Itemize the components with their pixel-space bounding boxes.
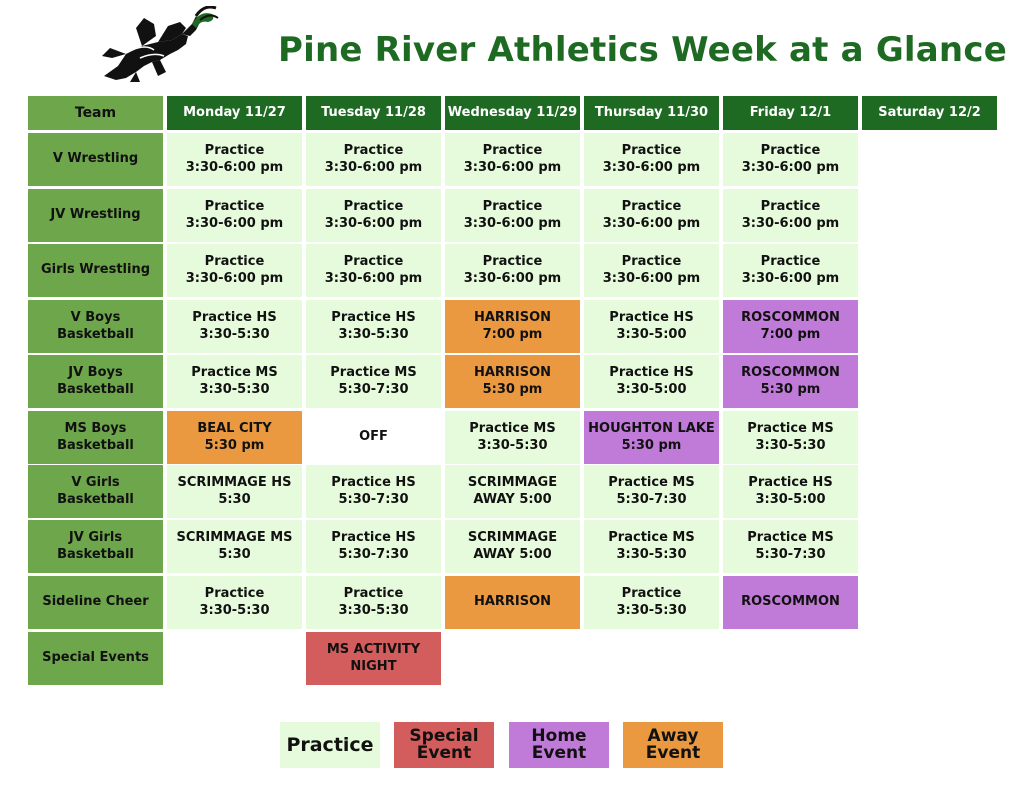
schedule-cell-practice: Practice HS 3:30-5:00 (584, 300, 719, 353)
schedule-cell-away: BEAL CITY 5:30 pm (167, 411, 302, 464)
schedule-cell-practice: Practice 3:30-6:00 pm (167, 244, 302, 297)
schedule-cell-practice: Practice 3:30-6:00 pm (167, 133, 302, 186)
legend-item-home: Home Event (509, 722, 609, 768)
schedule-cell-empty (862, 465, 997, 518)
schedule-cell-empty (862, 576, 997, 629)
team-name: JV Boys Basketball (28, 355, 163, 408)
schedule-cell-practice: Practice 3:30-6:00 pm (445, 244, 580, 297)
schedule-cell-practice: Practice MS 3:30-5:30 (445, 411, 580, 464)
schedule-cell-empty (723, 632, 858, 685)
schedule-cell-empty (862, 189, 997, 242)
schedule-cell-practice: Practice HS 5:30-7:30 (306, 520, 441, 573)
schedule-cell-practice: Practice 3:30-5:30 (167, 576, 302, 629)
schedule-cell-empty (862, 411, 997, 464)
schedule-cell-empty (862, 300, 997, 353)
schedule-cell-home: HOUGHTON LAKE 5:30 pm (584, 411, 719, 464)
schedule-cell-practice: Practice 3:30-6:00 pm (167, 189, 302, 242)
schedule-cell-practice: Practice MS 3:30-5:30 (167, 355, 302, 408)
schedule-cell-practice: Practice MS 3:30-5:30 (723, 411, 858, 464)
schedule-cell-practice: Practice 3:30-6:00 pm (584, 244, 719, 297)
page-title: Pine River Athletics Week at a Glance (278, 30, 1007, 70)
schedule-cell-away: HARRISON (445, 576, 580, 629)
team-name: Girls Wrestling (28, 244, 163, 297)
schedule-cell-practice: Practice 3:30-6:00 pm (584, 133, 719, 186)
schedule-cell-away: HARRISON 7:00 pm (445, 300, 580, 353)
day-column-header: Monday 11/27 (167, 96, 302, 130)
schedule-cell-practice: Practice 3:30-6:00 pm (723, 189, 858, 242)
team-name: Special Events (28, 632, 163, 685)
schedule-cell-practice: SCRIMMAGE AWAY 5:00 (445, 520, 580, 573)
schedule-cell-practice: SCRIMMAGE MS 5:30 (167, 520, 302, 573)
day-column-header: Saturday 12/2 (862, 96, 997, 130)
schedule-cell-empty (862, 355, 997, 408)
day-column-header: Thursday 11/30 (584, 96, 719, 130)
team-name: V Girls Basketball (28, 465, 163, 518)
schedule-cell-practice: Practice 3:30-6:00 pm (306, 133, 441, 186)
schedule-cell-home: ROSCOMMON (723, 576, 858, 629)
schedule-cell-practice: Practice 3:30-6:00 pm (445, 133, 580, 186)
schedule-cell-practice: Practice 3:30-6:00 pm (445, 189, 580, 242)
legend-item-special: Special Event (394, 722, 494, 768)
schedule-cell-practice: Practice HS 3:30-5:30 (167, 300, 302, 353)
team-name: V Wrestling (28, 133, 163, 186)
schedule-cell-practice: Practice 3:30-6:00 pm (723, 244, 858, 297)
schedule-cell-practice: Practice HS 3:30-5:00 (584, 355, 719, 408)
schedule-cell-empty (445, 632, 580, 685)
schedule-cell-practice: Practice 3:30-5:30 (306, 576, 441, 629)
schedule-cell-practice: Practice MS 3:30-5:30 (584, 520, 719, 573)
legend-item-away: Away Event (623, 722, 723, 768)
leaping-ram-logo-icon (96, 6, 220, 84)
schedule-cell-special: MS ACTIVITY NIGHT (306, 632, 441, 685)
team-name: V Boys Basketball (28, 300, 163, 353)
team-name: Sideline Cheer (28, 576, 163, 629)
schedule-cell-empty (862, 244, 997, 297)
schedule-cell-empty (862, 632, 997, 685)
schedule-cell-practice: Practice 3:30-6:00 pm (306, 189, 441, 242)
day-column-header: Friday 12/1 (723, 96, 858, 130)
schedule-cell-away: HARRISON 5:30 pm (445, 355, 580, 408)
schedule-cell-empty (862, 133, 997, 186)
team-name: JV Wrestling (28, 189, 163, 242)
schedule-cell-practice: SCRIMMAGE AWAY 5:00 (445, 465, 580, 518)
team-column-header: Team (28, 96, 163, 130)
team-name: MS Boys Basketball (28, 411, 163, 464)
schedule-cell-practice: Practice MS 5:30-7:30 (723, 520, 858, 573)
day-column-header: Wednesday 11/29 (445, 96, 580, 130)
day-column-header: Tuesday 11/28 (306, 96, 441, 130)
schedule-cell-practice: Practice 3:30-5:30 (584, 576, 719, 629)
schedule-cell-practice: Practice HS 3:30-5:30 (306, 300, 441, 353)
legend-item-practice: Practice (280, 722, 380, 768)
schedule-cell-practice: Practice MS 5:30-7:30 (584, 465, 719, 518)
schedule-cell-practice: Practice MS 5:30-7:30 (306, 355, 441, 408)
schedule-cell-off: OFF (306, 411, 441, 464)
schedule-cell-practice: Practice 3:30-6:00 pm (723, 133, 858, 186)
schedule-cell-practice: SCRIMMAGE HS 5:30 (167, 465, 302, 518)
schedule-cell-empty (167, 632, 302, 685)
schedule-cell-home: ROSCOMMON 5:30 pm (723, 355, 858, 408)
team-name: JV Girls Basketball (28, 520, 163, 573)
schedule-cell-empty (584, 632, 719, 685)
schedule-cell-practice: Practice HS 5:30-7:30 (306, 465, 441, 518)
schedule-cell-practice: Practice HS 3:30-5:00 (723, 465, 858, 518)
schedule-cell-practice: Practice 3:30-6:00 pm (584, 189, 719, 242)
schedule-cell-empty (862, 520, 997, 573)
schedule-cell-practice: Practice 3:30-6:00 pm (306, 244, 441, 297)
schedule-cell-home: ROSCOMMON 7:00 pm (723, 300, 858, 353)
